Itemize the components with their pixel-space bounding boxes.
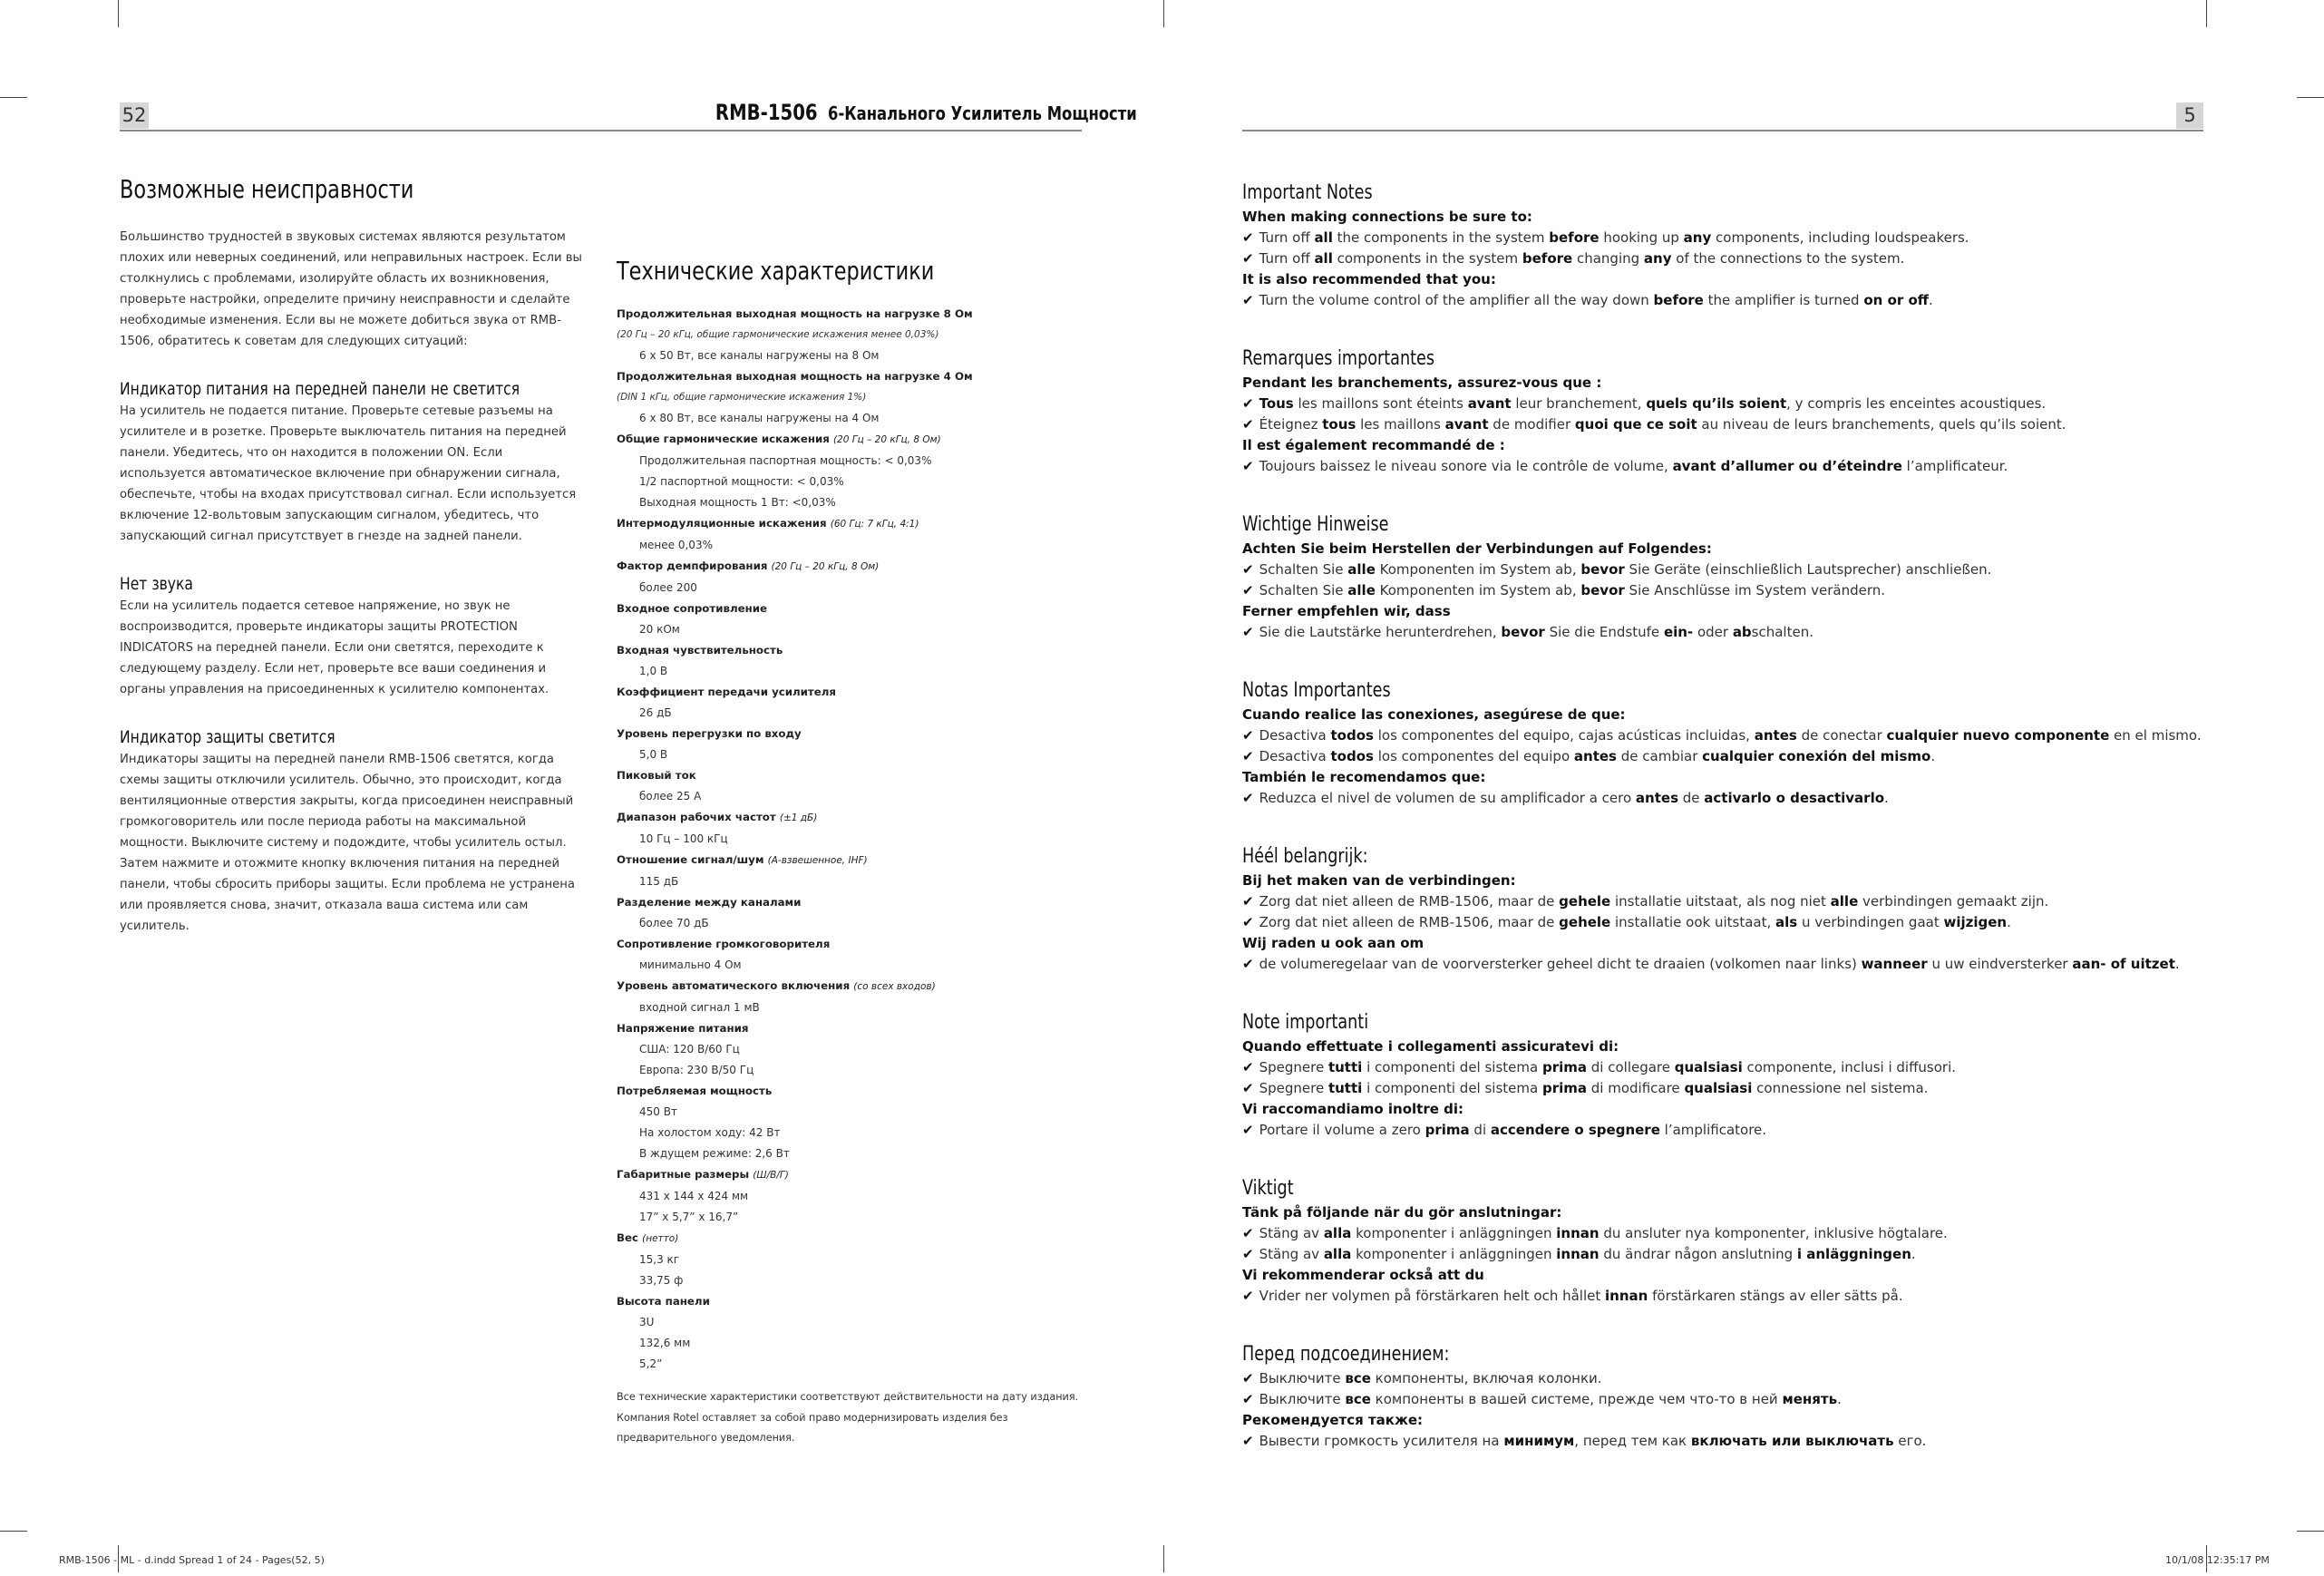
check-mark-icon: ✔ [1242, 1370, 1254, 1386]
notes-checklist-item [1242, 414, 2294, 435]
notes-checklist-item [1242, 1078, 2294, 1099]
notes-subheading [1242, 871, 2294, 891]
notes-line-text: Reduzca el nivel de volumen de su amplificador a cero antes de activarlo o desactivarlo. [1259, 790, 1889, 806]
spec-label [617, 513, 1088, 535]
spec-label [617, 934, 1088, 955]
spec-value: 1/2 паспортной мощности: < 0,03% [639, 475, 844, 488]
spec-label [617, 598, 1088, 619]
troubleshooting-text: На усилитель не подается питание. Проверьте сетевые разъемы на усилителе и в розетке. Проверьте выключатель питания на передней панели. Убедитесь, что он находится в положении ON. Если используется автоматическое включение при обнаружении сигнала, обеспечьте, чтобы на входах присутствовал сигнал. Если используется включение 12-вольтовым запускающим сигналом, убедитесь, что запускающий сигнал присутствует в гнезде на задней панели. [120, 404, 577, 543]
spec-label-text: Входная чувствительность [617, 644, 783, 657]
notes-checklist-item [1242, 1431, 2294, 1452]
notes-line-text: It is also recommended that you: [1242, 271, 1496, 287]
footer-slug: RMB-1506 - ML - d.indd Spread 1 of 24 - Pages(52, 5) [59, 1554, 325, 1566]
check-mark-icon: ✔ [1242, 561, 1254, 578]
footer-timestamp: 10/1/08 12:35:17 PM [2165, 1554, 2270, 1566]
spec-value: Продолжительная паспортная мощность: < 0,03% [639, 454, 932, 467]
notes-checklist-item [1242, 1120, 2294, 1141]
spec-condition: (20 Гц – 20 кГц, общие гармонические искажения менее 0,03%) [617, 329, 939, 340]
notes-line-text: When making connections be sure to: [1242, 209, 1532, 225]
notes-line-text: Spegnere tutti i componenti del sistema prima di collegare qualsiasi componente, inclusi i diffusori. [1259, 1059, 1957, 1075]
spec-label [617, 1228, 1088, 1250]
check-mark-icon: ✔ [1242, 395, 1254, 412]
spec-label-text: Уровень перегрузки по входу [617, 727, 802, 740]
notes-title: Перед подсоединением: [1242, 1343, 1450, 1366]
check-mark-icon: ✔ [1242, 624, 1254, 640]
crop-mark [0, 1531, 27, 1532]
notes-block [1242, 1341, 2294, 1507]
check-mark-icon: ✔ [1242, 292, 1254, 308]
spec-label-note: (со всех входов) [853, 981, 936, 992]
troubleshooting-intro: Большинство трудностей в звуковых системах являются результатом плохих или неверных соединений, или неправильных настроек. Если вы столкнулись с проблемами, изолируйте область их возникновения, проверьте настройки, определите причину неисправности и сделайте необходимые изменения. Если вы не можете добиться звука от RMB-1506, обратитесь к советам для следующих ситуаций: [120, 230, 582, 348]
crop-mark [2206, 0, 2207, 27]
notes-subheading [1242, 539, 2294, 559]
crop-mark [118, 0, 119, 27]
spec-label-text: Входное сопротивление [617, 602, 768, 615]
notes-subheading [1242, 269, 2294, 290]
troubleshooting-column [120, 227, 591, 962]
specs-title: Технические характеристики [617, 256, 935, 286]
check-mark-icon: ✔ [1242, 1288, 1254, 1304]
spec-label [617, 1018, 1088, 1039]
spec-value: входной сигнал 1 мВ [639, 1001, 760, 1014]
spec-label-text: Сопротивление громкоговорителя [617, 938, 831, 950]
spec-label [617, 304, 1088, 325]
notes-block [1242, 1175, 2294, 1341]
crop-mark [1163, 1545, 1164, 1572]
notes-checklist-item [1242, 248, 2294, 269]
notes-line-text: Tänk på följande när du gör anslutningar: [1242, 1204, 1562, 1221]
check-mark-icon: ✔ [1242, 1433, 1254, 1449]
notes-line-text: Zorg dat niet alleen de RMB-1506, maar de gehele installatie ook uitstaat, als u verbindingen gaat wijzigen. [1259, 914, 2011, 930]
right-page-number: 5 [2176, 102, 2203, 129]
spec-label-text: Продолжительная выходная мощность на нагрузке 8 Ом [617, 307, 973, 320]
notes-line-text: Schalten Sie alle Komponenten im System ab, bevor Sie Anschlüsse im System verändern. [1259, 582, 1886, 598]
spec-label-text: Диапазон рабочих частот [617, 811, 776, 823]
troubleshooting-title: Возможные неисправности [120, 174, 414, 204]
spec-label [617, 366, 1088, 387]
notes-title: Important Notes [1242, 181, 1373, 204]
header-model: RMB-1506 [715, 100, 818, 125]
notes-line-text: Il est également recommandé de : [1242, 437, 1505, 453]
troubleshooting-heading: Индикатор питания на передней панели не светится [120, 379, 520, 399]
notes-line-text: Stäng av alla komponenter i anläggningen innan du ansluter nya komponenter, inklusive högtalare. [1259, 1225, 1948, 1241]
spec-label-note: (20 Гц – 20 кГц, 8 Ом) [832, 434, 941, 445]
check-mark-icon: ✔ [1242, 1246, 1254, 1262]
spec-label-text: Фактор демпфирования [617, 559, 768, 572]
spec-label-text: Разделение между каналами [617, 896, 802, 909]
check-mark-icon: ✔ [1242, 229, 1254, 246]
spec-label-note: (±1 дБ) [779, 812, 818, 823]
troubleshooting-heading: Нет звука [120, 574, 193, 594]
notes-checklist-item [1242, 954, 2294, 975]
notes-checklist-item [1242, 912, 2294, 933]
crop-mark [0, 97, 27, 98]
spec-condition: (DIN 1 кГц, общие гармонические искажения 1%) [617, 392, 867, 403]
specs-footnote: Все технические характеристики соответствуют действительности на дату издания. Компания Rotel оставляет за собой право модернизировать изделия без предварительного уведомления. [617, 1391, 1079, 1444]
check-mark-icon: ✔ [1242, 1225, 1254, 1241]
spec-label-text: Продолжительная выходная мощность на нагрузке 4 Ом [617, 370, 973, 383]
spec-value: 1,0 В [639, 665, 668, 677]
specs-list [617, 304, 1088, 1375]
notes-line-text: Desactiva todos los componentes del equipo antes de cambiar cualquier conexión del mismo. [1259, 748, 1936, 764]
notes-line-text: Ferner empfehlen wir, dass [1242, 603, 1451, 619]
notes-line-text: Achten Sie beim Herstellen der Verbindungen auf Folgendes: [1242, 540, 1712, 557]
notes-checklist-item [1242, 394, 2294, 414]
notes-checklist-item [1242, 456, 2294, 477]
notes-checklist-item [1242, 1057, 2294, 1078]
spec-label-text: Отношение сигнал/шум [617, 853, 764, 866]
spec-label-note: (20 Гц – 20 кГц, 8 Ом) [771, 561, 880, 572]
notes-subheading [1242, 373, 2294, 394]
check-mark-icon: ✔ [1242, 458, 1254, 474]
notes-line-text: Sie die Lautstärke herunterdrehen, bevor Sie die Endstufe ein- oder abschalten. [1259, 624, 1813, 640]
notes-line-text: Portare il volume a zero prima di accendere o spegnere l’amplificatore. [1259, 1122, 1767, 1138]
check-mark-icon: ✔ [1242, 893, 1254, 910]
spec-label-text: Коэффициент передачи усилителя [617, 686, 836, 698]
notes-checklist-item [1242, 1389, 2294, 1410]
notes-checklist-item [1242, 725, 2294, 746]
notes-subheading [1242, 1265, 2294, 1286]
notes-line-text: También le recomendamos que: [1242, 769, 1486, 785]
spec-value: 6 x 50 Вт, все каналы нагружены на 8 Ом [639, 349, 880, 362]
spec-label-text: Потребляемая мощность [617, 1085, 773, 1097]
notes-subheading [1242, 1099, 2294, 1120]
notes-block [1242, 511, 2294, 677]
spec-label [617, 724, 1088, 744]
spec-value: Европа: 230 В/50 Гц [639, 1064, 754, 1076]
notes-line-text: Vi raccomandiamo inoltre di: [1242, 1101, 1464, 1117]
notes-line-text: de volumeregelaar van de voorversterker geheel dicht te draaien (volkomen naar links) wanneer u uw eindversterker aan- of uitzet. [1259, 956, 2180, 972]
spec-value: более 25 А [639, 790, 702, 803]
check-mark-icon: ✔ [1242, 956, 1254, 972]
notes-line-text: Stäng av alla komponenter i anläggningen innan du ändrar någon anslutning i anläggningen. [1259, 1246, 1916, 1262]
left-page-number: 52 [120, 102, 149, 129]
spec-value: 15,3 кг [639, 1253, 680, 1266]
spec-value: 10 Гц – 100 кГц [639, 832, 728, 845]
spec-value: более 70 дБ [639, 917, 709, 929]
check-mark-icon: ✔ [1242, 727, 1254, 744]
notes-line-text: Вывести громкость усилителя на минимум, перед тем как включать или выключать его. [1259, 1433, 1927, 1449]
check-mark-icon: ✔ [1242, 1059, 1254, 1075]
notes-checklist-item [1242, 1223, 2294, 1244]
spec-label [617, 850, 1088, 871]
spec-value: В ждущем режиме: 2,6 Вт [639, 1147, 790, 1160]
spec-value: 3U [639, 1316, 655, 1328]
spec-label [617, 1291, 1088, 1312]
notes-line-text: Wij raden u ook aan om [1242, 935, 1425, 951]
spec-label [617, 682, 1088, 703]
notes-line-text: Выключите все компоненты, включая колонки. [1259, 1370, 1602, 1386]
troubleshooting-heading: Индикатор защиты светится [120, 727, 335, 747]
spec-value: 17” x 5,7” x 16,7” [639, 1211, 739, 1223]
notes-line-text: Toujours baissez le niveau sonore via le contrôle de volume, avant d’allumer ou d’éteindre l’amplificateur. [1259, 458, 2008, 474]
spec-label [617, 429, 1088, 451]
spec-label-note: (А-взвешенное, IHF) [767, 855, 868, 866]
notes-title: Note importanti [1242, 1011, 1369, 1034]
notes-subheading [1242, 207, 2294, 228]
spec-value: Выходная мощность 1 Вт: <0,03% [639, 496, 836, 509]
notes-subheading [1242, 705, 2294, 725]
spec-label [617, 807, 1088, 829]
notes-subheading [1242, 933, 2294, 954]
spec-value: США: 120 В/60 Гц [639, 1043, 740, 1056]
notes-line-text: Рекомендуется также: [1242, 1412, 1424, 1428]
spec-label-note: (60 Гц: 7 кГц, 4:1) [830, 519, 919, 530]
spec-label-note: (нетто) [642, 1233, 679, 1244]
notes-block [1242, 345, 2294, 511]
spec-value: 431 x 144 x 424 мм [639, 1190, 749, 1202]
notes-checklist-item [1242, 290, 2294, 311]
spec-label [617, 892, 1088, 913]
header-rule-left [120, 130, 1082, 131]
spec-label [617, 640, 1088, 661]
notes-line-text: Spegnere tutti i componenti del sistema prima di modificare qualsiasi connessione nel sistema. [1259, 1080, 1929, 1096]
spec-label-text: Вес [617, 1231, 638, 1244]
notes-title: Héél belangrijk: [1242, 845, 1368, 868]
spec-label-text: Общие гармонические искажения [617, 433, 830, 445]
troubleshooting-text: Индикаторы защиты на передней панели RMB-1506 светятся, когда схемы защиты отключили усилитель. Обычно, это происходит, когда вентиляционные отверстия закрыты, когда присоединен неисправный громкоговоритель или после периода работы на максимальной мощности. Выключите систему и подождите, чтобы усилитель остыл. Затем нажмите и отожмите кнопку включения питания на передней панели, чтобы сбросить приборы защиты. Если проблема не устранена или проявляется снова, значит, отказала ваша система или сам усилитель. [120, 753, 575, 933]
check-mark-icon: ✔ [1242, 1391, 1254, 1407]
spec-label [617, 1081, 1088, 1102]
notes-subheading [1242, 601, 2294, 622]
notes-block [1242, 843, 2294, 1009]
notes-checklist-item [1242, 788, 2294, 809]
spec-label [617, 765, 1088, 786]
notes-line-text: Turn off all components in the system before changing any of the connections to the system. [1259, 250, 1905, 267]
spec-label [617, 976, 1088, 997]
spec-label-text: Габаритные размеры [617, 1168, 750, 1181]
notes-line-text: Tous les maillons sont éteints avant leur branchement, quels qu’ils soient, y compris les enceintes acoustiques. [1259, 395, 2047, 412]
notes-title: Viktigt [1242, 1177, 1294, 1200]
spec-label-note: (Ш/В/Г) [753, 1170, 789, 1181]
notes-checklist-item [1242, 228, 2294, 248]
spec-value: 6 x 80 Вт, все каналы нагружены на 4 Ом [639, 412, 880, 424]
spec-value: 20 кОм [639, 623, 680, 636]
spec-value: На холостом ходу: 42 Вт [639, 1126, 781, 1139]
notes-checklist-item [1242, 1244, 2294, 1265]
spec-label-text: Пиковый ток [617, 769, 696, 782]
check-mark-icon: ✔ [1242, 582, 1254, 598]
notes-block [1242, 1009, 2294, 1175]
spec-value: 5,2” [639, 1357, 663, 1370]
notes-subheading [1242, 1036, 2294, 1057]
notes-line-text: Quando effettuate i collegamenti assicuratevi di: [1242, 1038, 1619, 1055]
notes-block [1242, 180, 2294, 345]
header-rule-right [1242, 130, 2203, 131]
spec-label-text: Уровень автоматического включения [617, 979, 851, 992]
notes-line-text: Pendant les branchements, assurez-vous que : [1242, 375, 1602, 391]
notes-checklist-item [1242, 622, 2294, 643]
header-title [715, 100, 1137, 125]
check-mark-icon: ✔ [1242, 790, 1254, 806]
spec-value: 115 дБ [639, 875, 679, 888]
check-mark-icon: ✔ [1242, 1080, 1254, 1096]
notes-checklist-item [1242, 1286, 2294, 1307]
notes-subheading [1242, 767, 2294, 788]
check-mark-icon: ✔ [1242, 914, 1254, 930]
notes-subheading [1242, 435, 2294, 456]
notes-title: Notas Importantes [1242, 679, 1391, 702]
notes-line-text: Zorg dat niet alleen de RMB-1506, maar de gehele installatie uitstaat, als nog niet alle verbindingen gemaakt zijn. [1259, 893, 2049, 910]
notes-line-text: Desactiva todos los componentes del equipo, cajas acústicas incluidas, antes de conectar cualquier nuevo componente en el mismo. [1259, 727, 2202, 744]
notes-line-text: Turn the volume control of the amplifier all the way down before the amplifier is turned on or off. [1259, 292, 1933, 308]
spec-label [617, 556, 1088, 578]
spec-value: 33,75 ф [639, 1274, 684, 1287]
notes-line-text: Vrider ner volymen på förstärkaren helt och hållet innan förstärkaren stängs av eller sätts på. [1259, 1288, 1903, 1304]
notes-line-text: Turn off all the components in the system before hooking up any components, including loudspeakers. [1259, 229, 1969, 246]
notes-line-text: Cuando realice las conexiones, asegúrese de que: [1242, 706, 1626, 723]
notes-line-text: Éteignez tous les maillons avant de modifier quoi que ce soit au niveau de leurs branchements, quels qu’ils soient. [1259, 416, 2066, 433]
notes-line-text: Выключите все компоненты в вашей системе, прежде чем что-то в ней менять. [1259, 1391, 1842, 1407]
notes-line-text: Vi rekommenderar också att du [1242, 1267, 1484, 1283]
crop-mark [1163, 0, 1164, 27]
check-mark-icon: ✔ [1242, 748, 1254, 764]
spec-value: 132,6 мм [639, 1337, 691, 1349]
spec-label-text: Напряжение питания [617, 1022, 749, 1035]
spec-label [617, 1164, 1088, 1186]
check-mark-icon: ✔ [1242, 416, 1254, 433]
notes-checklist-item [1242, 891, 2294, 912]
notes-subheading [1242, 1410, 2294, 1431]
notes-block [1242, 677, 2294, 843]
check-mark-icon: ✔ [1242, 1122, 1254, 1138]
notes-line-text: Schalten Sie alle Komponenten im System ab, bevor Sie Geräte (einschließlich Lautsprecher) anschließen. [1259, 561, 1992, 578]
troubleshooting-text: Если на усилитель подается сетевое напряжение, но звук не воспроизводится, проверьте индикаторы защиты PROTECTION INDICATORS на передней панели. Если они светятся, переходите к следующему разделу. Если нет, проверьте все ваши соединения и органы управления на присоединенных к усилителю компонентах. [120, 599, 549, 696]
check-mark-icon: ✔ [1242, 250, 1254, 267]
troubleshooting-sections [120, 377, 591, 937]
spec-value: более 200 [639, 581, 697, 594]
notes-checklist-item [1242, 580, 2294, 601]
header-subtitle: 6-Канального Усилитель Мощности [828, 102, 1137, 124]
spec-label-text: Высота панели [617, 1295, 710, 1308]
spec-value: 5,0 В [639, 748, 668, 761]
notes-title: Wichtige Hinweise [1242, 513, 1389, 536]
spec-value: менее 0,03% [639, 539, 713, 551]
important-notes-column [1242, 180, 2294, 1507]
crop-mark [2297, 1531, 2324, 1532]
notes-title: Remarques importantes [1242, 347, 1434, 370]
specs-column [617, 304, 1088, 1449]
notes-checklist-item [1242, 746, 2294, 767]
spec-value: 450 Вт [639, 1105, 677, 1118]
crop-mark [2297, 97, 2324, 98]
notes-checklist-item [1242, 1368, 2294, 1389]
notes-checklist-item [1242, 559, 2294, 580]
notes-subheading [1242, 1202, 2294, 1223]
spec-value: 26 дБ [639, 706, 672, 719]
spec-label-text: Интермодуляционные искажения [617, 517, 827, 530]
spec-value: минимально 4 Ом [639, 958, 742, 971]
notes-line-text: Bij het maken van de verbindingen: [1242, 872, 1516, 889]
